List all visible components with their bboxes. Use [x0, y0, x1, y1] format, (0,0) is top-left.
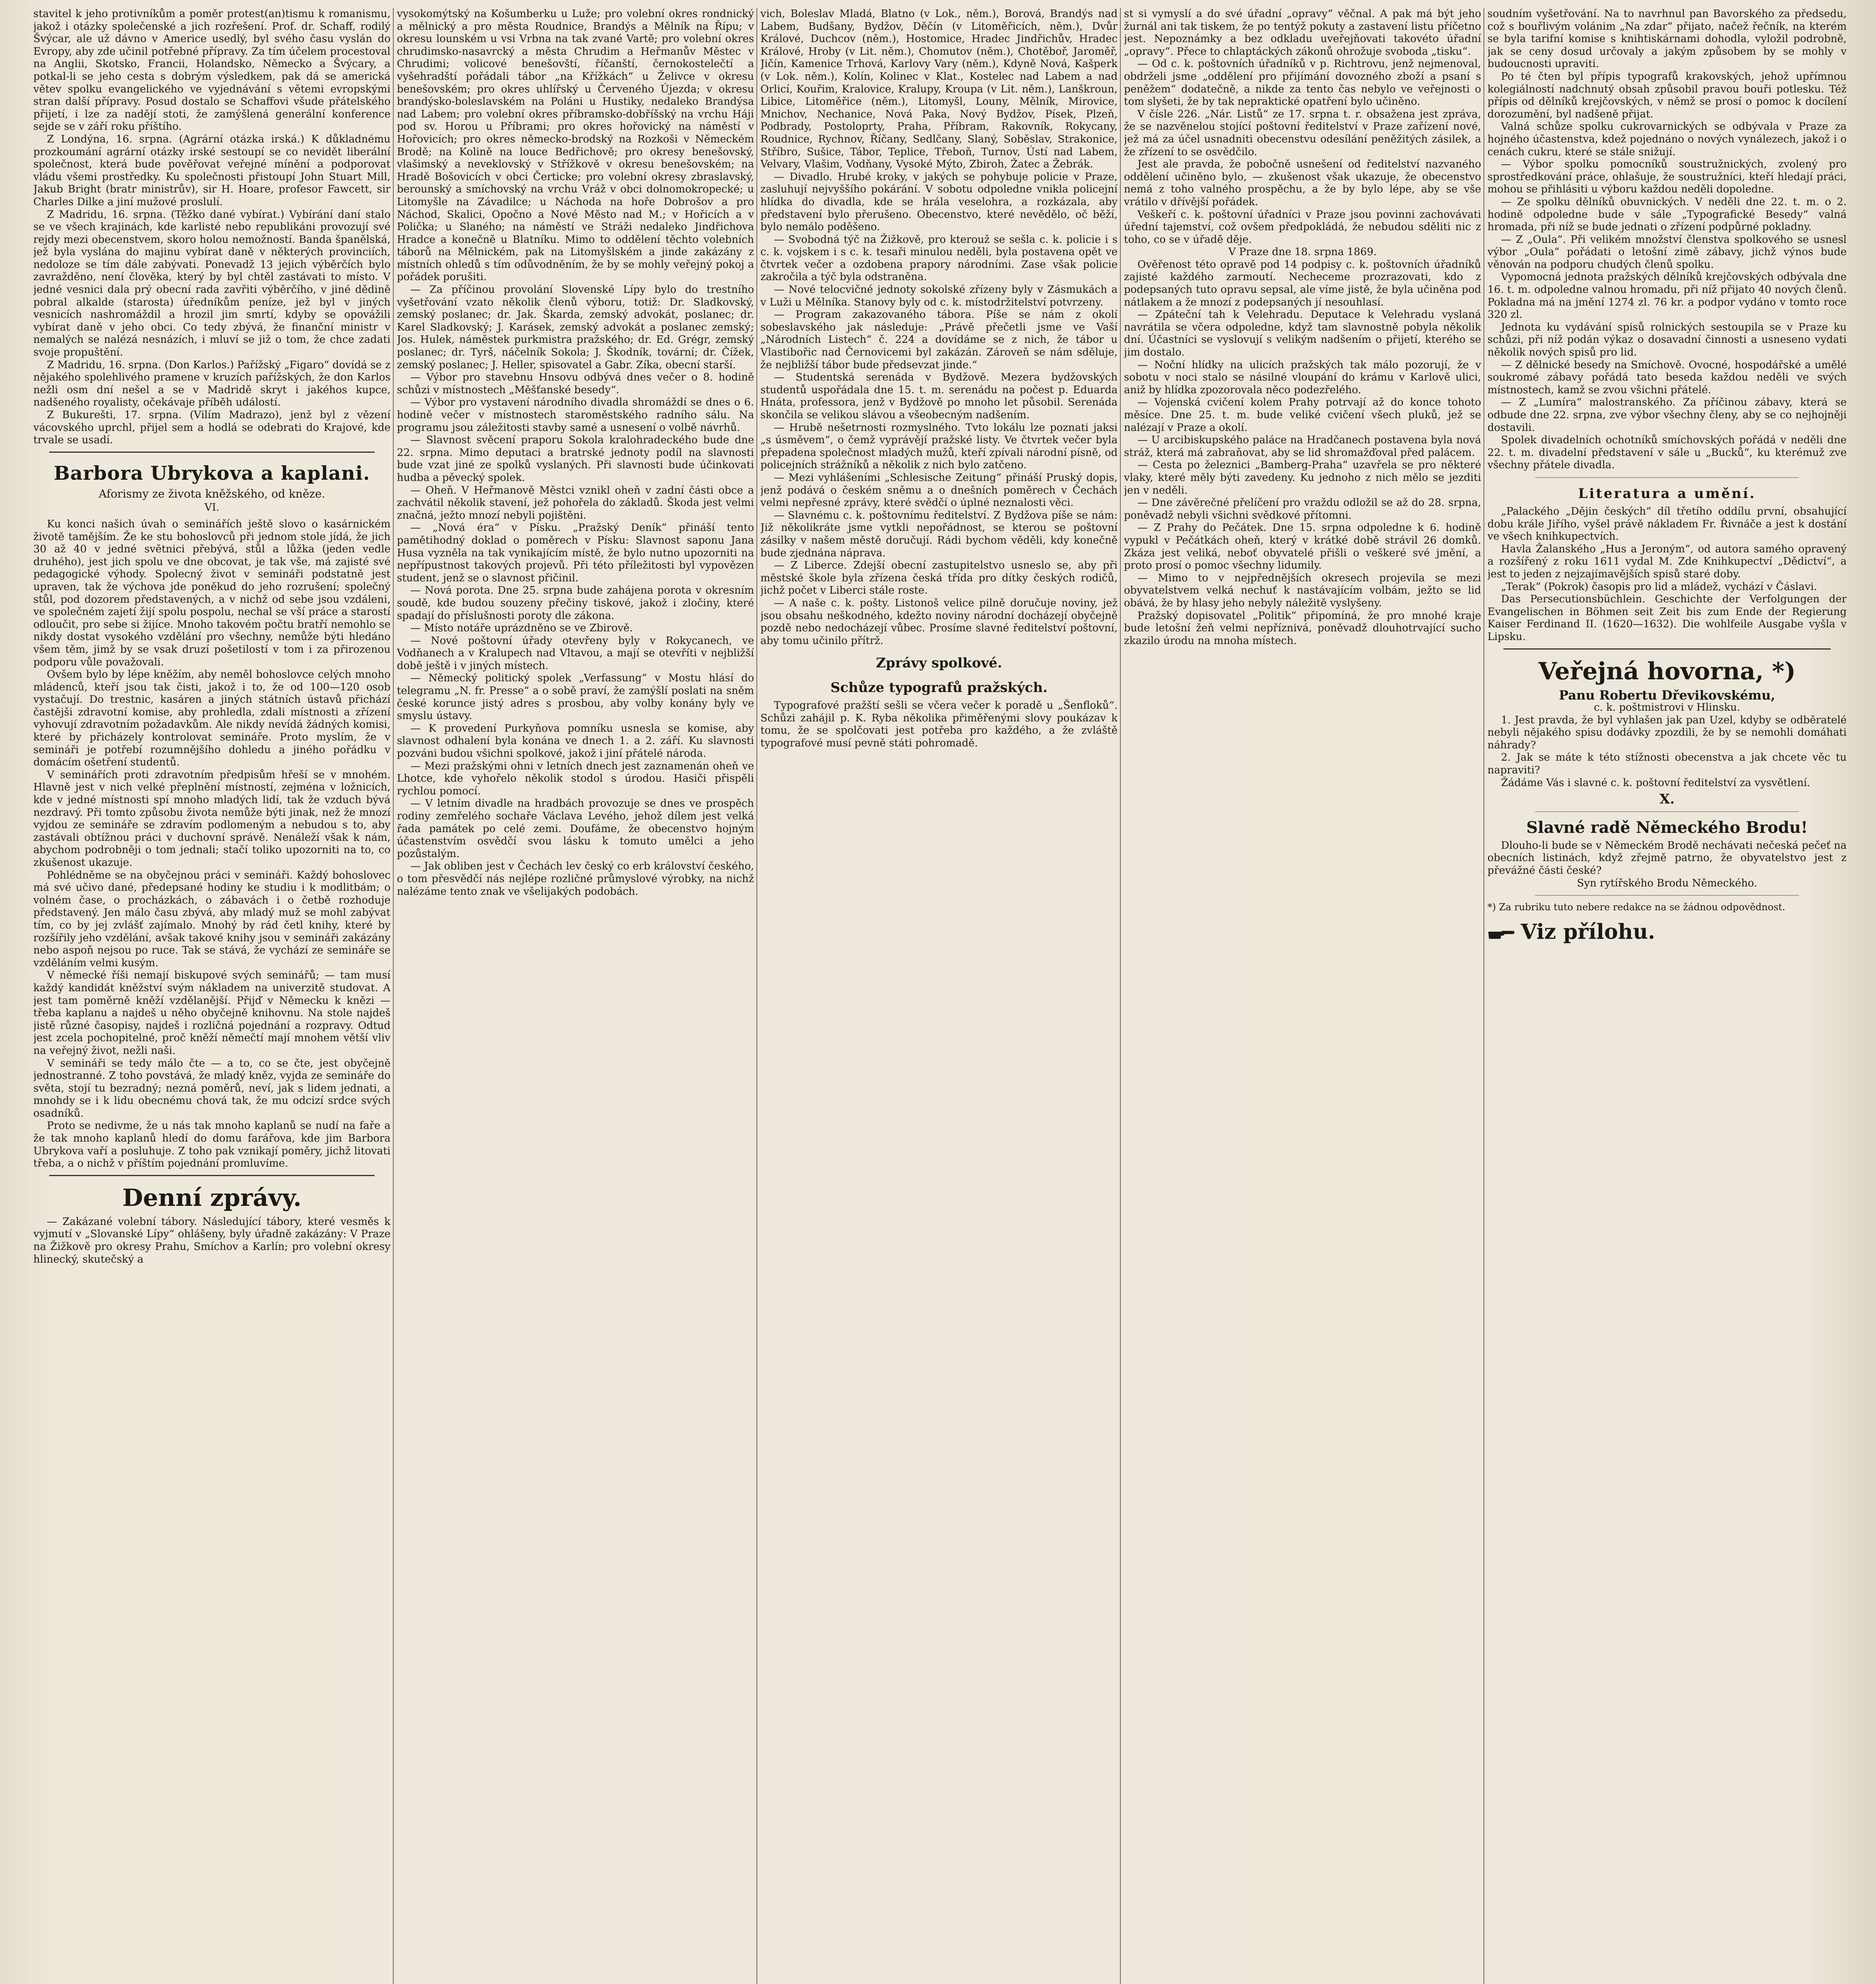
news-paragraph: Vypomocná jednota pražských dělníků krejčovských odbývala dne 16. t. m. odpoledne valnou hromadu, při níž přijato 40 nových členů. Pokladna má na jmění 1274 zl. 76 kr. a podpor vydáno v tomto roce 320 zl.	[1487, 271, 1847, 321]
see-supplement-label: Viz přílohu.	[1521, 919, 1655, 944]
article-paragraph: stavitel k jeho protivníkům a poměr protest(an)tismu k romanismu, jakož i otázky společenské a jich rozřešení. Prof. dr. Schaff, rodilý Švýcar, ale už dávno v Americe usedlý, byl svého času vyslán do Evropy, aby zde učinil potřebné přípravy. Za tím účelem procestoval na Anglii, Skotsko, Francii, Holandsko, Německo a Švýcary, a potkal-li se jeho cesta s dobrým výsledkem, pak dá se americká větev spolku evangelického ve vyjednávání s větemi evropskými stran další přípravy. Posud dostalo se Schaffovi všude přátelského přijetí, i lze za nadějí stoti, že zamýšlená generální konference sejde se v září roku příštího.	[33, 8, 391, 133]
news-paragraph: vich, Boleslav Mladá, Blatno (v Lok., něm.), Borová, Brandýs nad Labem, Budšany, Bydžov, Děčín (v Litoměřicích, něm.), Dvůr Králové, Duchcov (něm.), Hostomice, Hradec Jindřichův, Hradec Králové, Hroby (v Lit. něm.), Chomutov (něm.), Chotěboř, Jaroměř, Jičín, Kamenice Trhová, Karlovy Vary (něm.), Kdyně Nová, Kašperk (v Lok. něm.), Kolín, Kolinec v Klat., Kostelec nad Labem a nad Orlicí, Kouřim, Kralovice, Kralupy, Kroupa (v Lit. něm.), Lanškroun, Libice, Litoměřice (něm.), Litomyšl, Louny, Mělník, Mirovice, Mnichov, Nechanice, Nová Paka, Nový Bydžov, Písek, Plzeň, Podbrady, Postoloprty, Praha, Příbram, Rakovník, Rokycany, Roudnice, Rychnov, Říčany, Sedlčany, Slaný, Soběslav, Strakonice, Stříbro, Sušice, Tábor, Teplice, Třeboň, Turnov, Ústí nad Labem, Velvary, Vlašim, Vodňany, Vysoké Mýto, Zbiroh, Žatec a Žebrák.	[760, 8, 1118, 171]
literature-item: Havla Žalanského „Hus a Jeroným“, od autora samého opravený a rozšířený z roku 1611 vydal M. Zde Knihkupectví „Dědictví“, a jest to jeden z nejzajímavějších spisů staré doby.	[1487, 543, 1847, 580]
news-paragraph: — Za příčinou provolání Slovenské Lípy bylo do trestního vyšetřování vzato několik členů výboru, totiž: Dr. Sladkovský, zemský poslanec; dr. Jak. Škarda, zemský advokát, poslanec; dr. Karel Sladkovský; J. Karásek, zemský advokát a poslanec zemský; Jos. Hulek, náměstek purkmistra pražského; dr. Ed. Grégr, zemský poslanec; dr. Tyrš, náčelník Sokola; J. Škodník, tovární; dr. Čížek, zemský poslanec; J. Heller, spisovatel a Gabr. Zíka, obecní starší.	[397, 284, 754, 371]
news-paragraph: — Výbor pro stavebnu Hnsovu odbývá dnes večer o 8. hodině schůzi v místnostech „Měšťanské besedy“.	[397, 371, 754, 396]
news-paragraph: — Dne závěrečné přelíčení pro vraždu odložil se až do 28. srpna, poněvadž nebyli všichni svědkové přítomni.	[1124, 497, 1481, 521]
news-paragraph: — Zakázané volební tábory. Následující tábory, které vesměs k vyjmutí v „Slovanské Lípy“ ohlášeny, byly úřadně zakázány: V Praze na Žižkově pro okresy Prahu, Smíchov a Karlín; pro volební okresy hlinecký, skutečský a	[33, 1215, 391, 1265]
column-divider	[756, 8, 757, 1984]
column-1	[33, 8, 391, 1984]
news-madrid-don-karlos: Z Madridu, 16. srpna. (Don Karlos.) Pařížský „Figaro“ dovídá se z nějakého spolehlivého pramene v kruzích pařížských, že don Karlos nežli osm dní nešel a se v Madridě skryt i jakéhos kupce, nadšeného royalisty, očekávaje příběh událostí.	[33, 359, 391, 409]
news-paragraph: — Z Liberce. Zdejší obecní zastupitelstvo usneslo se, aby při městské škole byla zřízena česká třída pro dítky českých rodičů, jichž počet v Liberci stále roste.	[760, 559, 1118, 597]
section-divider	[1535, 895, 1799, 896]
news-paragraph: — Výbor pro vystavení národního divadla shromáždí se dnes o 6. hodině večer v místnostech staroměstského radního sálu. Na programu jsou záležitosti stavby samé a usnesení o volbě návrhů.	[397, 396, 754, 434]
news-paragraph: — Výbor spolku pomocníků soustružnických, zvolený pro sprostředkování práce, ohlašuje, že soustružníci, kteří hledají práci, mohou se přihlásiti u výboru každou neděli dopoledne.	[1487, 158, 1847, 196]
news-paragraph: — Z „Oula“. Při velikém množství členstva spolkového se usnesl výbor „Oula“ pořádati o letošní zimě zábavy, jichž výnos bude věnován na podporu chudých členů spolku.	[1487, 233, 1847, 271]
news-paragraph: vysokomýtský na Košumberku u Luže; pro volební okres rondnický a mělnický a pro města Roudnice, Brandýs a Mělník na Řípu; v okresu lounském u vsi Vrbna na tak zvané Vartě; pro volební okres chrudimsko-nasavrcký a města Chrudim a Heřmanův Městec v Chrudimi; volicové benešovští, říčanští, černokostelečtí a vyšehradští pořádali tábor „na Křížkách“ u Želivce v okresu benešovském; pro okres uhlířský u Červeného Újezda; v okresu brandýsko-boleslavském na Poláni u Hustiky, nedaleko Brandýsa nad Labem; pro volební okres příbramsko-dobříšský na vrchu Háji pod sv. Horou u Příbrami; pro okres hořovický na náměstí v Hořovicích; pro okres německo-brodský na Rozkoši v Německém Brodě; na Kolině na louce Bedřichově; pro okresy benešovský, vlašimský a neveklovský v Střížkově v okresu benešovském; na Hradě Bošovicích v obci Čerticke; pro volební okresy zbraslavský, berounský a smíchovský na vrchu Vráž v obci dolnomokropecké; u Litomyšle na Závadilce; u Náchoda na hoře Dobrošov a pro Náchod, Skalici, Opočno a Nové Město nad M.; v Hořicích a v Polička; u Slaného; na náměstí ve Stráži nedaleko Jindřichova Hradce a konečně u Blatníku. Mimo to oddělení těchto volebních táborů na Mělnickém, pak na Litomyšlském a jinde zakázány z místních ohledů s tím odůvodněním, že by se mohly veřejný pokoj a pořádek porušiti.	[397, 8, 754, 283]
forum-question: 1. Jest pravda, že byl vyhlašen jak pan Uzel, kdyby se odběratelé nebyli nějakého spisu dodávky zpozdili, že by se nemohli domáhati náhrady?	[1487, 714, 1847, 751]
forum-question: 2. Jak se máte k této stížnosti obecenstva a jak chcete věc tu napraviti?	[1487, 752, 1847, 777]
column-5	[1487, 8, 1847, 1984]
pointing-hand-icon	[1487, 927, 1515, 941]
news-paragraph: — V letním divadle na hradbách provozuje se dnes ve prospěch rodiny zemřelého sochaře Václava Levého, jehož dílem jest velká řada památek po celé zemi. Doufáme, že obecenstvo hojným účastenstvím osvědčí svou lásku k tomuto umělci a jeho pozůstalým.	[397, 798, 754, 860]
news-paragraph: — Z Prahy do Pečátek. Dne 15. srpna odpoledne k 6. hodině vypukl v Pečátkách oheň, který v krátké době strávil 26 domků. Zkáza jest veliká, neboť obyvatelé přišli o veškeré své jmění, a proto prosí o pomoc všechny lidumily.	[1124, 522, 1481, 572]
news-paragraph: — Mimo to v nejpřednějších okresech projevila se mezi obyvatelstvem velká nechuť k nastávajícím volbám, ježto se lid obává, že by hlasy jeho nebyly náležitě vyslyšeny.	[1124, 572, 1481, 609]
news-paragraph: — Nové telocvičné jednoty sokolské zřízeny byly v Zásmukách a v Luži u Mělníka. Stanovy byly od c. k. místodržitelství potvrzeny.	[760, 284, 1118, 308]
feuilleton-part: VI.	[204, 502, 219, 514]
news-paragraph: V čísle 226. „Nár. Listů“ ze 17. srpna t. r. obsažena jest zpráva, že se nazvěnelou stojící poštovní ředitelství v Praze zařízení nové, jež má za účel usnadniti obecenstvu odesílání peněžitých zásilek, a že zřízení to se osvědčilo.	[1124, 108, 1481, 158]
news-paragraph: — Noční hlídky na ulicích pražských tak málo pozorují, že v sobotu v noci stalo se násilné vloupání do krámu v Karlově ulici, aniž by hlídka zpozorovala něco podezřelého.	[1124, 359, 1481, 396]
news-paragraph: — Svobodná týč na Žižkově, pro kterouž se sešla c. k. policie i s c. k. vojskem i s c. k. tesaři minulou neděli, byla postavena opět ve čtvrtek večer a ozdobena prapory národními. Zase však policie zakročila a týč byla odstraněna.	[760, 233, 1118, 283]
feuilleton-subtitle: Aforismy ze života kněžského, od kněze.	[98, 487, 325, 500]
footnote: *) Za rubriku tuto nebere redakce na se žádnou odpovědnost.	[1487, 902, 1786, 913]
association-news-heading: Zprávy spolkové.	[876, 655, 1002, 671]
column-divider	[1120, 8, 1121, 1984]
news-london: Z Londýna, 16. srpna. (Agrární otázka irská.) K důkladnému prozkoumání agrární otázky irské sestoupí se co nevidět liberální společnost, která bude pověřovat veřejné mínění a podporovat vládu všemi prostředky. Ku společnosti přistoupí John Stuart Mill, Jakub Bright (bratr ministrův), sir H. Hoare, profesor Fawcett, sir Charles Dilke a jiní mužové proslulí.	[33, 133, 391, 208]
news-paragraph: — „Nová éra“ v Písku. „Pražský Deník“ přináší tento pamětihodný doklad o poměrech v Písku: Slavnost saponu Jana Husa vyzněla na tak vynikajícím místě, že bylo nutno upozorniti na nepřípustnost takových projevů. Při této příležitosti byl vypovězen student, jenž se o slavnost přičinil.	[397, 522, 754, 584]
daily-news-heading: Denní zprávy.	[122, 1184, 302, 1212]
feuilleton-paragraph: Proto se nedivme, že u nás tak mnoho kaplanů se nudí na faře a že tak mnoho kaplanů hledí do domu farářova, kde jim Barbora Ubrykova vaří a posluhuje. Z toho pak vznikají poměry, jichž litovati třeba, a o nichž v příštím pojednání promluvíme.	[33, 1120, 391, 1170]
news-paragraph: — K provedení Purkyňova pomníku usnesla se komise, aby slavnost odhalení byla konána ve dnech 1. a 2. září. Ku slavnosti pozváni budou všichni spolkové, jakož i jiní přátelé národa.	[397, 722, 754, 760]
feuilleton-paragraph: Pohlédněme se na obyčejnou práci v semináři. Každý bohoslovec má své učivo dané, předepsané hodiny ke studiu i k modlitbám; o volném čase, o procházkách, o zábavách i o četbě rozhoduje představený. Jen málo času zbývá, aby mladý muž se mohl zabývat tím, co by jej zvlášť zajímalo. Mnohý by rád četl knihy, které by rozšířily jeho vzdělání, avšak takové knihy jsou v semináři zakázány nebo aspoň nejsou po ruce. Tak se stává, že vychází ze semináře se vzděláním velmi kusým.	[33, 869, 391, 969]
news-paragraph: — Německý politický spolek „Verfassung“ v Mostu hlásí do telegramu „N. fr. Presse“ a o sobě praví, že zamýšlí poslati na sněm české korunce jistý adres s prosbou, aby volby konány byly ve smyslu ústavy.	[397, 672, 754, 722]
news-paragraph: Valná schůze spolku cukrovarnických se odbývala v Praze za hojného účastenstva, kdež pojednáno o nových vynálezech, jakož i o cenách cukru, které se stále snižují.	[1487, 121, 1847, 158]
news-paragraph: — Oheň. V Heřmanově Městci vznikl oheň v zadní části obce a zachvátil několik stavení, jež pohořela do základů. Škoda jest velmi značná, ježto mnozí nebyli pojištěni.	[397, 484, 754, 521]
column-4	[1124, 8, 1481, 1984]
column-2	[397, 8, 754, 1984]
news-paragraph: — Místo notáře uprázdněno se ve Zbirově.	[410, 622, 633, 634]
signature: Syn rytířského Brodu Německého.	[1577, 877, 1757, 889]
news-paragraph: Jest ale pravda, že pobočně usnešení od ředitelství nazvaného oddělení učiněno bylo, — zkušenost však ukazuje, že obecenstvo nemá z toho valného prospěchu, a že by bylo lépe, aby se vše vrátilo v dřívější pořádek.	[1124, 158, 1481, 208]
news-paragraph: — Z dělnické besedy na Smíchově. Ovocné, hospodářské a umělé soukromé zábavy pořádá tato beseda každou neděli ve svých místnostech, kamž se zvou všichni přátelé.	[1487, 359, 1847, 396]
forum-paragraph: Dlouho-li bude se v Německém Brodě nechávati nečeská pečeť na obecních listinách, když zřejmě patrno, že obyvatelstvo jest z převážné části české?	[1487, 839, 1847, 877]
see-supplement	[1487, 919, 1847, 944]
section-divider	[49, 1175, 375, 1176]
news-madrid-taxes: Z Madridu, 16. srpna. (Těžko dané vybírat.) Vybírání daní stalo se ve všech krajinách, kde karlisté nebo republikáni provozují své rejdy mezi obecenstvem, skoro holou nemožností. Banda španělská, jež byla vyslána do majinu vybírat daně v některých provinciích, nedoloze se tím dále zabývati. Ponevadž 13 jejich výběrčích bylo zavražděno, není člověka, který by byl chtěl zastávati to místo. V jedné vesnici dala prý obecní rada zavřiti výběrčího, v jiné dědině pobral alkalde (starosta) úředníkům peníze, jež byl v jiných vesnicích nashromáždil a hrozil jim smrtí, kdyby se opovážili vybírat daně v jeho obci. Co tedy zbývá, že finanční ministr v nemalých se nalézá nesnázích, i mluví se již o tom, že chce zadati svoje propuštění.	[33, 208, 391, 359]
addressee-name: Panu Robertu Dřevikovskému,	[1559, 687, 1775, 703]
news-paragraph: — Program zakazovaného tábora. Píše se nám z okolí sobeslavského jak následuje: „Právě přečetli jsme ve Vaší „Národních Listech“ č. 224 a dovídáme se z nich, že tábor u Vlastibořic nad Černovicemi byl zakázán. Zároveň se nám sděluje, že nejbližší tábor bude předsevzat jinde.“	[760, 309, 1118, 371]
feuilleton-title: Barbora Ubrykova a kaplani.	[54, 462, 370, 484]
news-paragraph: — Slavnost svěcení praporu Sokola kralohradeckého bude dne 22. srpna. Mimo deputaci a bratrské jednoty podíl na slavnosti bude vzat jiné ze spolků vyslaných. Při slavnosti bude účinkovati hudba a pěvecký spolek.	[397, 434, 754, 484]
section-divider	[1535, 477, 1799, 478]
news-paragraph: — Divadlo. Hrubé kroky, v jakých se pohybuje policie v Praze, zasluhují nejvyššího pokárání. V sobotu odpoledne vnikla policejní hlídka do divadla, kde se hrála veselohra, a rozkázala, aby představení bylo přerušeno. Obecenstvo, které nevědělo, oč běží, bylo nemálo poděšeno.	[760, 171, 1118, 233]
typographers-meeting-heading: Schůze typografů pražských.	[830, 680, 1048, 696]
literature-heading: Literatura a umění.	[1578, 485, 1756, 502]
news-paragraph: — Z „Lumíra“ malostranského. Za příčinou zábavy, která se odbude dne 22. srpna, zve výbor všechny členy, aby se co nejhojněji dostavili.	[1487, 396, 1847, 434]
news-paragraph: — Studentská serenáda v Bydžově. Mezera bydžovských studentů uspořádala dne 15. t. m. serenádu na počest p. Eduarda Hnáta, professora, jenž v Bydžově po mnoho let působil. Serenáda skončila se velikou slávou a všeobecným nadšením.	[760, 371, 1118, 421]
news-paragraph: Ověřenost této opravě pod 14 podpisy c. k. poštovních úřadníků zajisté každého zarmoutí. Necheceme prozrazovati, kdo z podepsaných tuto opravu sepsal, ale víme jistě, že byla učiněna pod nátlakem a že mnozí z podepsaných jí nesouhlasí.	[1124, 258, 1481, 308]
literature-item: „Palackého „Dějin českých“ díl třetího oddílu první, obsahující dobu krále Jiřího, vyšel právě nákladem Fr. Řivnáče a jest k dostání ve všech knihkupectvích.	[1487, 505, 1847, 543]
news-paragraph: — Mezi pražskými ohni v letních dnech jest zaznamenán oheň ve Lhotce, kde vyhořelo několik stodol s úrodou. Hasiči přispěli rychlou pomocí.	[397, 760, 754, 797]
literature-item: Das Persecutionsbüchlein. Geschichte der Verfolgungen der Evangelischen in Böhmen seit Zeit bis zum Ende der Regierung Kaiser Ferdinand II. (1620—1632). Die wohlfeile Ausgabe vyšla v Lipsku.	[1487, 593, 1847, 643]
news-paragraph: — Zpáteční tah k Velehradu. Deputace k Velehradu vyslaná navrátila se včera odpoledne, když tam slavnostně pobyla několik dní. Účastníci se vyslovují s velikým nadšením o přijetí, kterého se jim dostalo.	[1124, 309, 1481, 359]
feuilleton-paragraph: Ku konci našich úvah o seminářích ještě slovo o kasárnickém životě tamějším. Že ke stu bohoslovců při jednom stole jídá, že jich 30 až 40 v jedné světnici přebývá, stůl a lůžka (jeden vedle druhého), jest jich spolu ve dne obcovat, je tak vše, má zajisté své pedagogické výhody. Spolecný život v semináři podstatně jest upraven, tak že výchova jde poněkud do jeho rozrušení; společný stůl, pod dozorem představených, a v nichž od sebe jsou vzdáleni, ve společném zajetí žijí spolu pospolu, nechal se vší práce a starostí odloučit, pro sebe si žijíce. Mnoho takovém počtu bratří nemohlo se nikdy dostat vysokého vzdělání pro všechny, nemůže býti hledáno všem těm, jimž by se vsak druzí pošetilostí v tom i za přirozenou podporu vůle považovali.	[33, 518, 391, 668]
news-paragraph: Typografové pražští sešli se včera večer k poradě u „Šenfloků“. Schůzi zahájil p. K. Ryba několika přiměřenými slovy poukázav k tomu, že se spolčovati jest potřeba pro každého, a že zvláště typografové musí pevně státi pohromadě.	[760, 700, 1118, 750]
news-paragraph: Veškeří c. k. poštovní úřadníci v Praze jsou povinni zachovávati úřední tajemství, což ovšem předpokládá, že nebudou sděliti nic z toho, co se v úřadě děje.	[1124, 208, 1481, 246]
news-paragraph: — A naše c. k. pošty. Listonoš velice pilně doručuje noviny, jež jsou obsahu neškodného, kdežto noviny národní docházejí obyčejně pozdě nebo nedocházejí vůbec. Prosíme slavné ředitelství poštovní, aby tomu učinilo přítrž.	[760, 597, 1118, 647]
feuilleton-paragraph: Ovšem bylo by lépe kněžím, aby neměl bohoslovce celých mnoho mládenců, kteří jsou tak čisti, jakož i to, že od 100—120 osob vystačují. Do trestnic, kasáren a jiných státních ústavů přichází častějši zdravotní komise, aby prohledla, zdali místnosti a zřízení vyhovují zdravotním požadavkům. Ale nikdy nevídá žádných komisi, které by přicházely kontrolovat semináře. Proto myslím, že v semináři je potřebí rozumnějšího dohledu a jiného pořádku v domácím ošetření studentů.	[33, 669, 391, 769]
news-paragraph: — Jak obliben jest v Čechách lev český co erb království českého, o tom přesvědčí nás nejlépe rozličné průmyslové výrobky, na nichž nalézáme tento znak ve všelijakých podobách.	[397, 860, 754, 898]
news-paragraph: — Mezi vyhlášeními „Schlesische Zeitung“ přináší Pruský dopis, jenž podává o českém sněmu a o dnešních poměrech v Čechách velmi nepřesné zprávy, které svědčí o úplné neznalosti věci.	[760, 471, 1118, 509]
news-paragraph: — U arcibiskupského paláce na Hradčanech postavena byla nová stráž, která má zabraňovat, aby se lid shromažďoval před palácem.	[1124, 434, 1481, 459]
signature: X.	[1659, 791, 1675, 807]
feuilleton-paragraph: V semináři se tedy málo čte — a to, co se čte, jest obyčejně jednostranné. Z toho povstává, že mladý kněz, vyjda ze semináře do světa, stojí tu bezradný; nezná poměrů, neví, jak s lidem jednati, a mnohdy se i k lidu obecnému chová tak, že mu odcizí srdce svých osadníků.	[33, 1057, 391, 1119]
section-divider	[1535, 811, 1799, 812]
forum-paragraph: Žádáme Vás i slavné c. k. poštovní ředitelství za vysvětlení.	[1501, 777, 1811, 789]
news-paragraph: — Vojenská cvičení kolem Prahy potrvají až do konce tohoto měsíce. Dne 25. t. m. bude veliké cvičení všech pluků, jež se nalézají v Praze a okolí.	[1124, 396, 1481, 434]
dateline: V Praze dne 18. srpna 1869.	[1228, 246, 1377, 258]
column-divider	[393, 8, 394, 1984]
news-bucharest: Z Bukurešti, 17. srpna. (Vilím Madrazo), jenž byl z vězení vácovského uprchl, přijel sem a hodlá se odebrati do Krajové, kde trvale se usadí.	[33, 409, 391, 446]
news-paragraph: Spolek divadelních ochotníků smíchovských pořádá v neděli dne 22. t. m. divadelní představení v sále u „Bucků“, ku kterémuž zve všechny přátele divadla.	[1487, 434, 1847, 471]
section-divider	[49, 452, 375, 453]
column-divider	[1483, 8, 1484, 1984]
news-paragraph: Po té čten byl přípis typografů krakovských, jehož upřímnou kolegiálností nadchnutý obsah způsobil pravou bouři potlesku. Též přípis od dělníků krejčovských, v němž se prosí o pomoc k docílení dorozumění, byl nadšeně přijat.	[1487, 70, 1847, 120]
news-paragraph: soudním vyšetřování. Na to navrhnul pan Bavorského za předsedu, což s bouřlivým volánim „Na zdar“ přijato, načež řečník, na kterém se byla tarifní komise s knihtiskárnami dohodla, vyložil podrobně, jak se ceny dosud určovaly a jakým způsobem by se mohly v budoucnosti upraviti.	[1487, 8, 1847, 70]
news-paragraph: st si vymyslí a do své úřadní „opravy“ věčnal. A pak má být jeho žurnál ani tak tiskem, že po tentýž pokuty a zastavení listu příčetno jest. Nepoznámky a bez odkladu uveřejňovati takovéto úřadní „opravy“. Přece to chlaptáckých zákonů ohrožuje svoboda „tisku“.	[1124, 8, 1481, 58]
news-paragraph: — Nová porota. Dne 25. srpna bude zahájena porota v okresním soudě, kde budou souzeny přečiny tiskové, jakož i zločiny, které spadají do příslušnosti poroty dle zákona.	[397, 584, 754, 622]
feuilleton-paragraph: V seminářích proti zdravotním předpisům hřeší se v mnohém. Hlavně jest v nich velké přeplnění místností, zejména v ložnicích, kde v jedné místnosti spí mnoho mladých lidí, tak že vzduch bývá nezdravý. Při tomto způsobu života nemůže býti jinak, než že mnozí vyjdou ze semináře se zdravím podlomeným a nebudou s to, aby zastávali obtížnou práci v duchovní správě. Nenáleží však k nám, abychom podrobněji o tom jednali; stačí toliko upozorniti na to, co zkušenost ukazuje.	[33, 769, 391, 869]
feuilleton-paragraph: V německé říši nemají biskupové svých seminářů; — tam musí každý kandidát kněžství svým nákladem na univerzitě studovat. A jest tam poměrně kněží vzdělanější. Přijď v Německu k knězi — třeba kaplanu a najdeš u něho obyčejně knihovnu. Na stole najdeš jistě různé časopisy, najdeš i rozličná pojednání a rozpravy. Odtud jest zcela pochopitelné, proč kněží němečtí mají mnohem větší vliv na veřejný život, nežli naši.	[33, 969, 391, 1057]
column-3	[760, 8, 1118, 1984]
public-forum-heading: Veřejná hovorna, *)	[1538, 657, 1796, 685]
news-paragraph: — Cesta po železnici „Bamberg-Praha“ uzavřela se pro některé vlaky, které měly býti zavedeny. Ku jednoho z nich mělo se jezditi jen v neděli.	[1124, 459, 1481, 496]
news-paragraph: — Slavnému c. k. poštovnímu ředitelství. Z Bydžova píše se nám: Již několikráte jsme vytkli nepořádnost, se kterou se poštovní zásilky v našem městě doručují. Rádi bychom věděli, kdy konečně bude zjednána náprava.	[760, 509, 1118, 559]
section-divider	[1503, 648, 1831, 650]
news-paragraph: Jednota ku vydávání spisů rolnických sestoupila se v Praze ku schůzi, při níž podán výkaz o dosavadní činnosti a usneseno vydati několik nových spisů pro lid.	[1487, 321, 1847, 359]
news-paragraph: — Od c. k. poštovních úřadníků v p. Richtrovu, jenž nejmenoval, obdrželi jsme „oddělení pro přijímání dovozného zboží a psaní s peněžem“ dodatečně, a nikde za tento čas nebylo ve veřejnosti o tom slyšeti, že by tak nepraktické opatření bylo učiněno.	[1124, 58, 1481, 108]
council-heading: Slavné radě Německého Brodu!	[1526, 818, 1808, 837]
literature-item: „Terak“ (Pokrok) časopis pro lid a mládež, vychází v Čáslavi.	[1501, 581, 1817, 593]
addressee-title: c. k. poštmistrovi v Hlinsku.	[1594, 702, 1740, 714]
news-paragraph: — Ze spolku dělníků obuvnických. V neděli dne 22. t. m. o 2. hodině odpoledne bude v sále „Typografické Besedy“ valná hromada, při níž se bude jednati o zřízení podpůrné pokladny.	[1487, 196, 1847, 233]
news-paragraph: Pražský dopisovatel „Politik“ připomíná, že pro mnohé kraje bude letošní žeň velmi nepříznivá, poněvadž dlouhotrvající sucho zkazilo úrodu na mnoha místech.	[1124, 609, 1481, 647]
news-paragraph: — Nové poštovní úřady otevřeny byly v Rokycanech, ve Vodňanech a v Kralupech nad Vltavou, a mají se otevříti v nejbližší době ještě i v jiných místech.	[397, 634, 754, 672]
news-paragraph: — Hrubě nešetrnosti rozmyslného. Tvto lokálu lze poznati jaksi „s úsměvem“, o čemž vyprávějí pražské listy. Ve čtvrtek večer byla přepadena společnost mladých mužů, kteří zpívali národní písně, od policejních strážníků a několik z nich bylo zatčeno.	[760, 421, 1118, 471]
